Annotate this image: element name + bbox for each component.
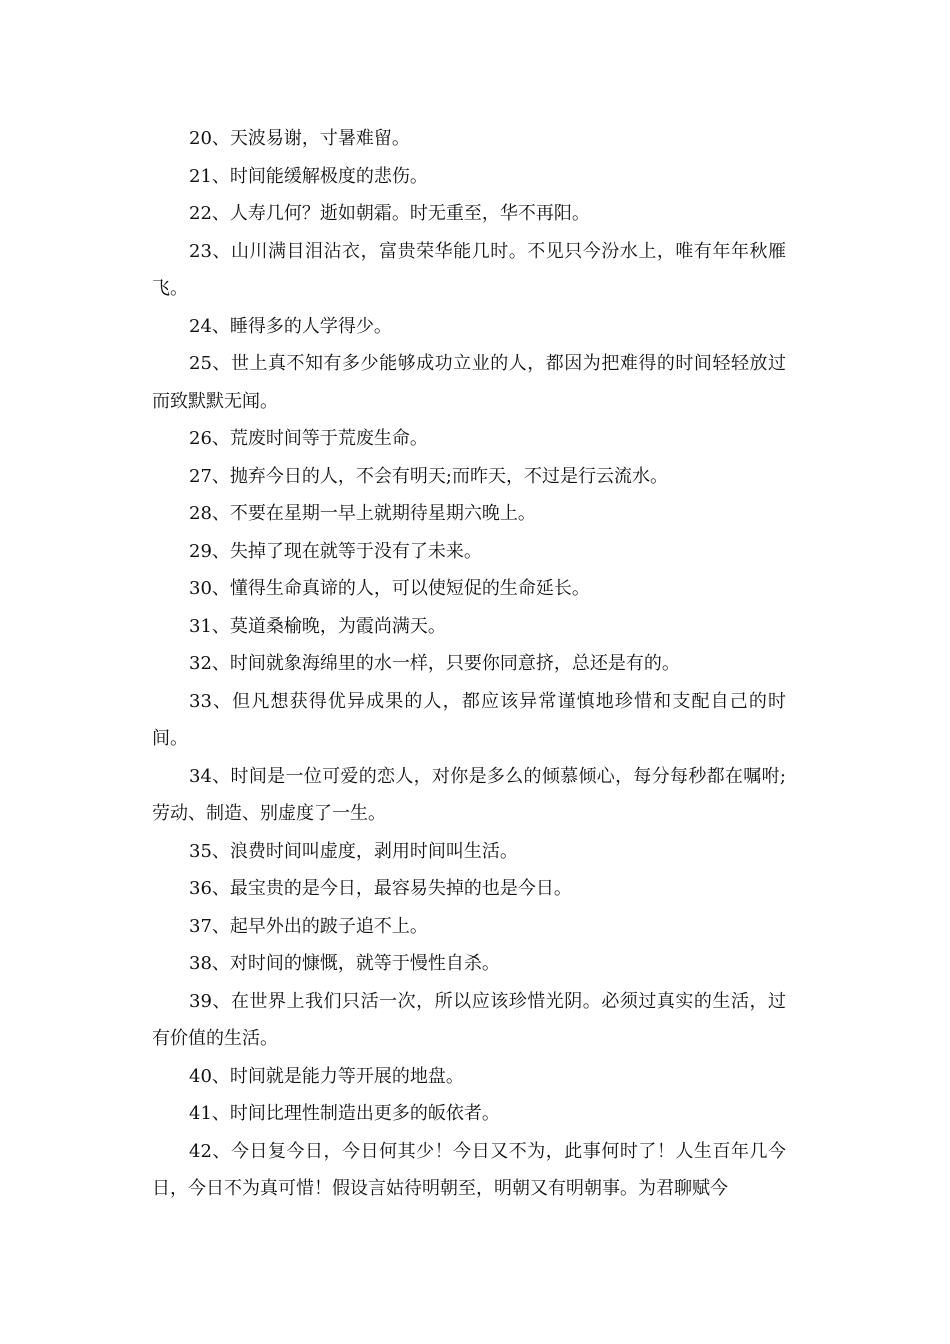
list-item: 25、世上真不知有多少能够成功立业的人，都因为把难得的时间轻轻放过而致默默无闻。 <box>152 353 786 412</box>
list-item: 41、时间比理性制造出更多的皈依者。 <box>189 1103 500 1124</box>
list-item: 32、时间就象海绵里的水一样，只要你同意挤，总还是有的。 <box>189 653 680 674</box>
list-item: 34、时间是一位可爱的恋人，对你是多么的倾慕倾心，每分每秒都在嘱咐;劳动、制造、别虚度了一生。 <box>152 765 786 824</box>
list-item: 26、荒废时间等于荒废生命。 <box>189 428 428 449</box>
list-item: 36、最宝贵的是今日，最容易失掉的也是今日。 <box>189 878 572 899</box>
list-item: 21、时间能缓解极度的悲伤。 <box>189 165 428 187</box>
list-item: 38、对时间的慷慨，就等于慢性自杀。 <box>189 953 500 974</box>
list-item: 30、懂得生命真谛的人，可以使短促的生命延长。 <box>189 578 590 599</box>
list-item: 40、时间就是能力等开展的地盘。 <box>189 1065 464 1087</box>
list-item: 31、莫道桑榆晚，为霞尚满天。 <box>189 615 446 637</box>
list-item: 35、浪费时间叫虚度，剥用时间叫生活。 <box>189 840 518 862</box>
list-item: 42、今日复今日，今日何其少！今日又不为，此事何时了！人生百年几今日，今日不为真可惜！假设言姑待明朝至，明朝又有明朝事。为君聊赋今 <box>152 1140 786 1199</box>
list-item: 20、天波易谢，寸暑难留。 <box>189 128 410 149</box>
list-item: 33、但凡想获得优异成果的人，都应该异常谨慎地珍惜和支配自己的时间。 <box>152 690 786 749</box>
list-item: 22、人寿几何？逝如朝霜。时无重至，华不再阳。 <box>189 203 590 224</box>
list-item: 27、抛弃今日的人，不会有明天;而昨天，不过是行云流水。 <box>189 465 668 487</box>
quote-list <box>152 120 786 1208</box>
list-item: 37、起早外出的跛子追不上。 <box>189 915 428 937</box>
list-item: 28、不要在星期一早上就期待星期六晚上。 <box>189 503 536 524</box>
list-item: 23、山川满目泪沾衣，富贵荣华能几时。不见只今汾水上，唯有年年秋雁飞。 <box>152 240 786 299</box>
list-item: 39、在世界上我们只活一次，所以应该珍惜光阴。必须过真实的生活，过有价值的生活。 <box>152 990 786 1049</box>
list-item: 24、睡得多的人学得少。 <box>189 315 392 337</box>
list-item: 29、失掉了现在就等于没有了未来。 <box>189 540 482 562</box>
